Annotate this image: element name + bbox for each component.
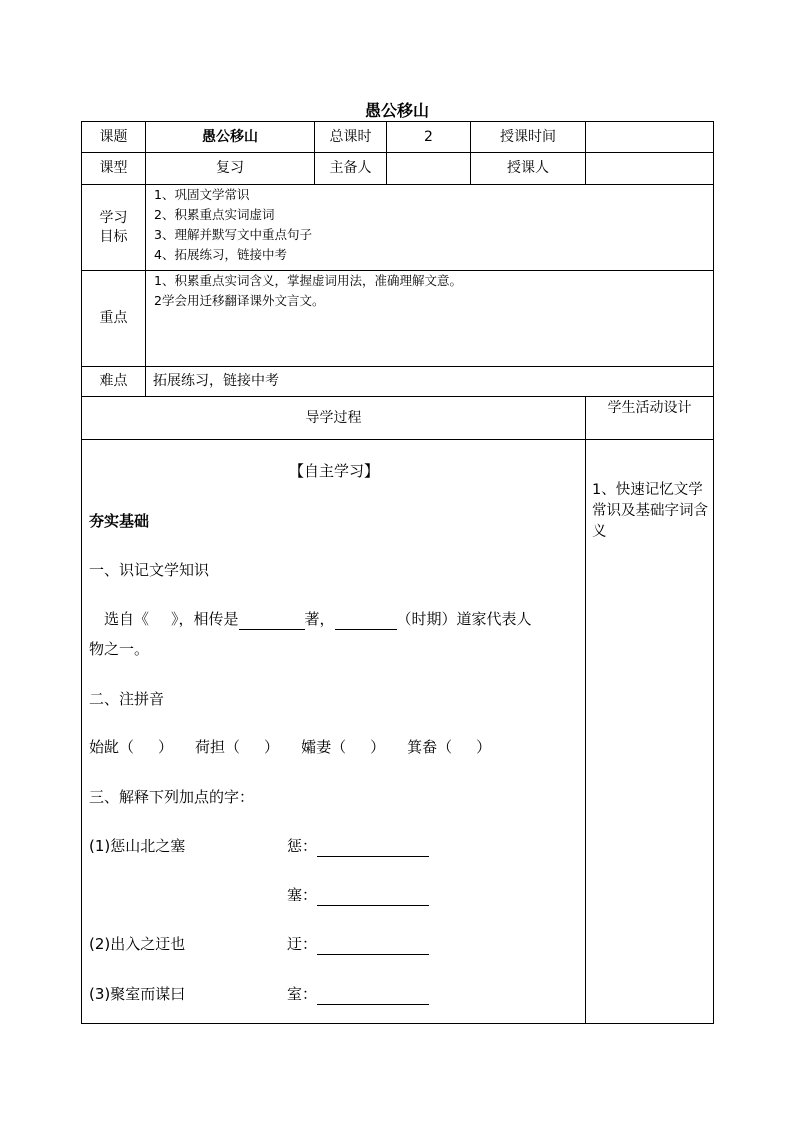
process-header: 导学过程 — [82, 397, 586, 440]
label-type: 课型 — [82, 153, 146, 185]
key-point-item: 1、积累重点实词含义，掌握虚词用法，准确理解文意。 — [154, 273, 462, 288]
label-teacher: 授课人 — [471, 153, 586, 185]
section3-title: 三、解释下列加点的字： — [89, 788, 255, 806]
answer-blank[interactable] — [317, 891, 429, 906]
answer-blank[interactable] — [317, 990, 429, 1005]
label-difficulty: 难点 — [82, 367, 146, 397]
label-key-points: 重点 — [82, 271, 146, 367]
author-blank[interactable] — [239, 615, 305, 630]
key-points-row — [82, 271, 714, 367]
self-study-heading: 【自主学习】 — [288, 462, 379, 480]
content-row — [82, 440, 714, 1024]
header-row-type — [82, 153, 714, 185]
key-point-item: 2学会用迁移翻译课外文言文。 — [154, 293, 325, 308]
label-objectives: 学习 目标 — [82, 185, 146, 271]
item-definition: 惩： — [287, 837, 429, 857]
student-activity-note: 1、快速记忆文学常识及基础字词含义 — [586, 440, 714, 1024]
preparer-value — [387, 153, 471, 185]
activity-header: 学生活动设计 — [586, 397, 714, 440]
item-sentence: (1)惩山北之塞 — [89, 837, 186, 855]
label-total-hours: 总课时 — [315, 122, 387, 153]
lesson-plan-table — [81, 121, 714, 1024]
pinyin-line: 始龀（ ） 荷担（ ） 孀妻（ ） 箕畚（ ） — [89, 738, 492, 756]
teacher-value — [586, 153, 714, 185]
teach-time-value — [586, 122, 714, 153]
item-definition: 室： — [287, 985, 429, 1005]
section1-title: 一、识记文学知识 — [89, 561, 210, 579]
literature-fill-line: 选自《 》，相传是 著， （时期）道家代表人 — [104, 610, 532, 628]
item-sentence: (3)聚室而谋曰 — [89, 985, 186, 1003]
answer-blank[interactable] — [317, 842, 429, 857]
objective-item: 4、拓展练习，链接中考 — [154, 247, 287, 262]
objectives-row — [82, 185, 714, 271]
label-teach-time: 授课时间 — [471, 122, 586, 153]
item-definition: 塞： — [287, 886, 429, 906]
total-hours-value: 2 — [387, 122, 471, 153]
item-sentence: (2)出入之迂也 — [89, 935, 186, 953]
topic-value: 愚公移山 — [146, 122, 315, 153]
answer-blank[interactable] — [317, 940, 429, 955]
objective-item: 3、理解并默写文中重点句子 — [154, 227, 312, 242]
process-header-row — [82, 397, 714, 440]
objectives-list — [146, 185, 714, 271]
difficulty-value: 拓展练习，链接中考 — [146, 367, 714, 397]
type-value: 复习 — [146, 153, 315, 185]
item-definition: 迂： — [287, 935, 429, 955]
header-row-topic — [82, 122, 714, 153]
period-blank[interactable] — [335, 615, 397, 630]
foundation-heading: 夯实基础 — [89, 512, 150, 530]
label-topic: 课题 — [82, 122, 146, 153]
document-title: 愚公移山 — [364, 101, 429, 120]
key-points-list — [146, 271, 714, 367]
objective-item: 1、巩固文学常识 — [154, 187, 250, 202]
difficulty-row — [82, 367, 714, 397]
objective-item: 2、积累重点实词虚词 — [154, 207, 275, 222]
section2-title: 二、注拼音 — [89, 690, 165, 708]
literature-fill-line-end: 物之一。 — [89, 640, 150, 658]
label-preparer: 主备人 — [315, 153, 387, 185]
guided-learning-content — [82, 440, 586, 1024]
